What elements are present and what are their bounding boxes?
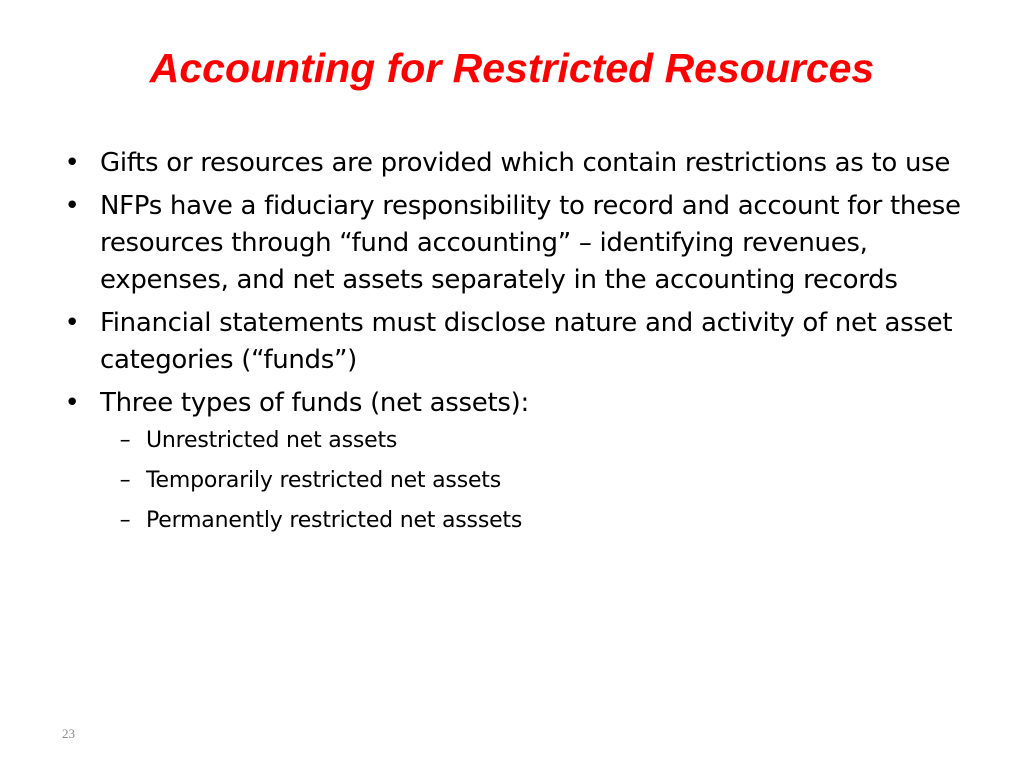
bullet-icon: •	[64, 388, 80, 418]
sub-bullet-item	[100, 424, 972, 458]
bullet-text: Gifts or resources are provided which contain restrictions as to use	[100, 148, 951, 178]
sub-bullet-text: Unrestricted net assets	[146, 428, 398, 453]
dash-icon: –	[119, 428, 131, 453]
bullet-text: Three types of funds (net assets):	[100, 388, 529, 418]
sub-bullet-item	[100, 504, 972, 538]
sub-bullet-text: Temporarily restricted net assets	[146, 468, 501, 493]
sub-bullet-item	[100, 464, 972, 498]
slide-body	[62, 145, 972, 544]
slide-title: Accounting for Restricted Resources	[149, 45, 875, 91]
bullet-item	[62, 145, 972, 182]
bullet-text: Financial statements must disclose nature and activity of net asset categories (“funds”)	[100, 308, 953, 375]
bullet-item	[62, 305, 972, 379]
dash-icon: –	[119, 508, 131, 533]
bullet-icon: •	[64, 148, 80, 178]
bullet-icon: •	[64, 308, 80, 338]
sub-bullet-text: Permanently restricted net asssets	[146, 508, 523, 533]
dash-icon: –	[119, 468, 131, 493]
bullet-item	[62, 188, 972, 299]
sub-bullet-list	[100, 424, 972, 538]
bullet-item	[62, 385, 972, 538]
bullet-text: NFPs have a fiduciary responsibility to record and account for these resources through “fund accounting” – identifying revenues, expenses, and net assets separately in the accounting records	[100, 191, 961, 295]
bullet-list	[62, 145, 972, 538]
bullet-icon: •	[64, 191, 80, 221]
slide-number: 23	[62, 726, 75, 741]
